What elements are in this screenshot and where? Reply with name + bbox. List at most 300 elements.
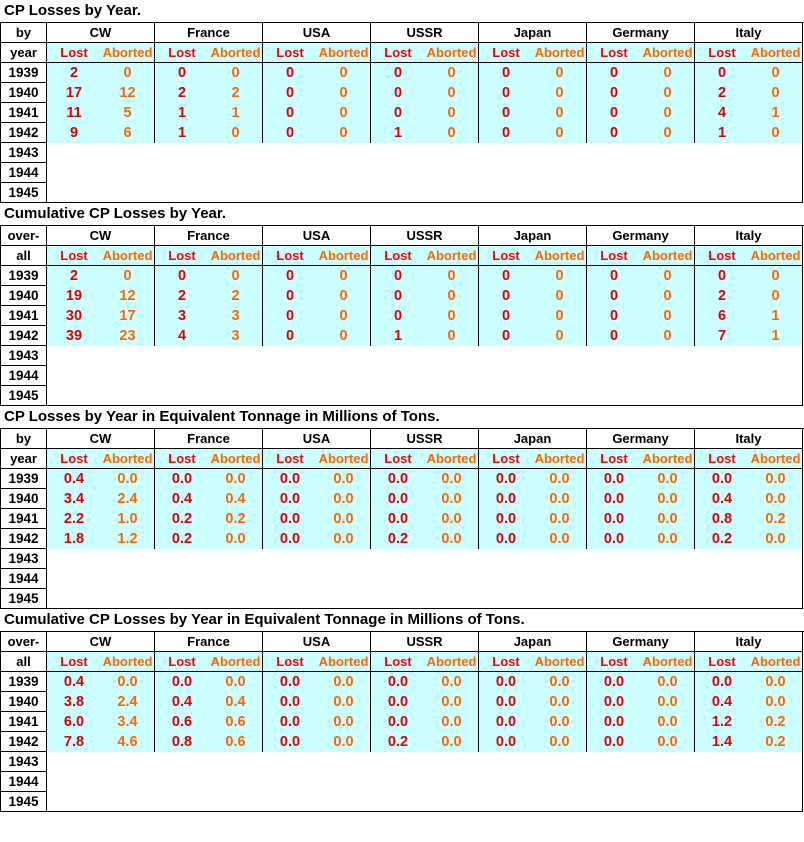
aborted-value: 12 [101,286,155,306]
aborted-value: 0 [533,103,587,123]
lost-value: 0 [155,63,209,83]
aborted-value: 0 [317,286,371,306]
table-section [0,609,804,812]
aborted-value: 0.2 [749,732,803,752]
year-label: 1942 [1,529,47,549]
lost-value: 0 [587,103,641,123]
corner-label: all [1,652,47,672]
lost-value: 0.0 [695,672,749,692]
lost-header: Lost [587,449,641,469]
country-header: USA [263,23,371,43]
aborted-header: Aborted [641,43,695,63]
aborted-value: 0 [209,123,263,143]
aborted-header: Aborted [317,449,371,469]
lost-value: 0.0 [479,529,533,549]
aborted-value: 0 [533,326,587,346]
empty-row [47,183,803,203]
corner-label: all [1,246,47,266]
aborted-header: Aborted [209,652,263,672]
lost-value: 0.0 [479,672,533,692]
empty-row [47,163,803,183]
country-header: CW [47,226,155,246]
country-header: Japan [479,23,587,43]
lost-value: 0.0 [587,529,641,549]
lost-value: 6.0 [47,712,101,732]
lost-header: Lost [371,449,425,469]
lost-value: 0.2 [371,529,425,549]
lost-value: 0.0 [263,489,317,509]
lost-header: Lost [155,449,209,469]
aborted-header: Aborted [641,449,695,469]
aborted-value: 0.0 [317,712,371,732]
lost-value: 0.0 [263,712,317,732]
year-label: 1941 [1,509,47,529]
lost-value: 9 [47,123,101,143]
lost-value: 7 [695,326,749,346]
lost-value: 0.8 [155,732,209,752]
lost-value: 0.0 [587,489,641,509]
aborted-value: 0.4 [209,692,263,712]
aborted-value: 0 [641,266,695,286]
year-label: 1940 [1,692,47,712]
country-header: Germany [587,429,695,449]
aborted-value: 0 [425,306,479,326]
aborted-value: 0 [425,103,479,123]
lost-value: 0.0 [695,469,749,489]
country-header: Japan [479,226,587,246]
lost-value: 0.0 [587,692,641,712]
aborted-value: 0 [641,63,695,83]
section-title: Cumulative CP Losses by Year. [4,205,227,222]
aborted-value: 0.6 [209,732,263,752]
lost-value: 0.0 [155,672,209,692]
aborted-value: 0 [425,63,479,83]
aborted-header: Aborted [425,246,479,266]
aborted-value: 0 [317,83,371,103]
corner-label: year [1,449,47,469]
lost-value: 0.4 [695,692,749,712]
aborted-header: Aborted [749,246,803,266]
aborted-header: Aborted [317,246,371,266]
data-table [0,631,804,812]
aborted-value: 0.0 [533,692,587,712]
lost-value: 0 [587,63,641,83]
aborted-value: 4.6 [101,732,155,752]
lost-value: 0.2 [155,509,209,529]
aborted-value: 3 [209,326,263,346]
aborted-value: 0 [101,266,155,286]
year-label: 1944 [1,569,47,589]
lost-value: 17 [47,83,101,103]
lost-value: 0.4 [155,692,209,712]
year-label: 1945 [1,589,47,609]
country-header: USSR [371,226,479,246]
lost-value: 0.0 [479,732,533,752]
lost-value: 0 [263,103,317,123]
aborted-value: 0.0 [317,672,371,692]
lost-value: 0 [587,123,641,143]
lost-value: 0.0 [587,672,641,692]
aborted-header: Aborted [209,246,263,266]
aborted-value: 0.0 [317,469,371,489]
lost-value: 0.8 [695,509,749,529]
lost-header: Lost [587,43,641,63]
aborted-value: 2.4 [101,692,155,712]
lost-value: 0.0 [587,712,641,732]
country-header: Italy [695,226,803,246]
lost-value: 0 [479,123,533,143]
empty-row [47,772,803,792]
aborted-value: 12 [101,83,155,103]
corner-label: over- [1,226,47,246]
country-header: Italy [695,429,803,449]
lost-header: Lost [695,449,749,469]
aborted-header: Aborted [209,449,263,469]
aborted-value: 1 [749,326,803,346]
year-label: 1942 [1,123,47,143]
aborted-header: Aborted [641,246,695,266]
aborted-value: 0.0 [533,732,587,752]
lost-value: 3.4 [47,489,101,509]
country-header: France [155,429,263,449]
year-label: 1940 [1,83,47,103]
lost-value: 0.2 [371,732,425,752]
aborted-value: 0 [317,266,371,286]
lost-value: 1.2 [695,712,749,732]
year-label: 1941 [1,103,47,123]
aborted-header: Aborted [749,652,803,672]
lost-header: Lost [371,246,425,266]
aborted-value: 0.0 [425,469,479,489]
empty-row [47,589,803,609]
aborted-value: 0.0 [425,712,479,732]
year-label: 1939 [1,672,47,692]
aborted-value: 2 [209,83,263,103]
year-label: 1939 [1,266,47,286]
corner-label: by [1,23,47,43]
lost-value: 0.0 [587,732,641,752]
lost-value: 2 [47,63,101,83]
aborted-value: 0 [425,123,479,143]
aborted-value: 0.0 [749,692,803,712]
aborted-value: 0.0 [533,529,587,549]
aborted-value: 0.0 [641,529,695,549]
aborted-value: 0.4 [209,489,263,509]
lost-value: 4 [695,103,749,123]
lost-value: 0 [587,286,641,306]
aborted-value: 2.4 [101,489,155,509]
lost-value: 3.8 [47,692,101,712]
year-label: 1939 [1,63,47,83]
lost-header: Lost [47,652,101,672]
aborted-value: 0 [317,103,371,123]
empty-row [47,366,803,386]
aborted-value: 0 [317,63,371,83]
lost-value: 2 [47,266,101,286]
lost-value: 0.0 [263,509,317,529]
empty-row [47,143,803,163]
country-header: Germany [587,226,695,246]
aborted-value: 0.0 [425,489,479,509]
data-table [0,225,804,406]
aborted-value: 5 [101,103,155,123]
corner-label: over- [1,632,47,652]
empty-row [47,386,803,406]
aborted-value: 6 [101,123,155,143]
lost-value: 0.0 [371,692,425,712]
lost-header: Lost [479,652,533,672]
aborted-header: Aborted [533,652,587,672]
lost-value: 0 [371,286,425,306]
aborted-value: 3 [209,306,263,326]
aborted-value: 0.0 [533,672,587,692]
year-label: 1943 [1,346,47,366]
lost-header: Lost [479,449,533,469]
country-header: Germany [587,632,695,652]
aborted-value: 0.0 [317,732,371,752]
aborted-value: 0.0 [641,509,695,529]
aborted-value: 0.0 [641,489,695,509]
aborted-value: 0 [641,286,695,306]
aborted-value: 0 [209,63,263,83]
lost-value: 0 [479,103,533,123]
aborted-value: 0.0 [641,672,695,692]
lost-value: 2.2 [47,509,101,529]
lost-value: 0 [371,63,425,83]
aborted-value: 1.2 [101,529,155,549]
lost-value: 0.4 [695,489,749,509]
lost-value: 0 [479,286,533,306]
aborted-value: 0 [749,286,803,306]
lost-value: 0 [371,103,425,123]
aborted-header: Aborted [641,652,695,672]
lost-value: 0.0 [155,469,209,489]
aborted-header: Aborted [533,449,587,469]
lost-value: 2 [155,83,209,103]
table-section [0,203,804,406]
aborted-value: 0.0 [209,672,263,692]
lost-header: Lost [263,449,317,469]
lost-value: 0.0 [263,529,317,549]
lost-value: 0.0 [371,489,425,509]
lost-value: 0 [263,123,317,143]
aborted-header: Aborted [317,652,371,672]
aborted-value: 0.0 [749,489,803,509]
year-label: 1940 [1,286,47,306]
lost-header: Lost [155,43,209,63]
lost-value: 0 [155,266,209,286]
lost-value: 0 [263,83,317,103]
lost-value: 0.0 [479,509,533,529]
lost-value: 0 [695,266,749,286]
lost-value: 1 [371,326,425,346]
country-header: France [155,226,263,246]
lost-value: 11 [47,103,101,123]
aborted-value: 0.0 [425,509,479,529]
aborted-value: 0 [749,123,803,143]
aborted-header: Aborted [101,449,155,469]
aborted-header: Aborted [101,652,155,672]
aborted-value: 0.0 [533,489,587,509]
aborted-value: 0.0 [749,672,803,692]
aborted-value: 0.0 [425,672,479,692]
lost-value: 0 [587,83,641,103]
aborted-value: 0 [533,123,587,143]
country-header: France [155,23,263,43]
lost-value: 0.0 [263,692,317,712]
lost-value: 1 [155,103,209,123]
country-header: USSR [371,632,479,652]
aborted-value: 0 [533,286,587,306]
aborted-value: 0 [641,123,695,143]
lost-header: Lost [371,652,425,672]
lost-header: Lost [695,652,749,672]
year-label: 1943 [1,143,47,163]
table-section [0,406,804,609]
aborted-value: 0.2 [209,509,263,529]
lost-header: Lost [479,43,533,63]
year-label: 1945 [1,792,47,812]
aborted-value: 0.2 [749,712,803,732]
aborted-value: 0 [641,103,695,123]
aborted-value: 0 [209,266,263,286]
empty-row [47,792,803,812]
aborted-header: Aborted [101,246,155,266]
year-label: 1939 [1,469,47,489]
lost-header: Lost [587,652,641,672]
aborted-value: 0.0 [101,672,155,692]
aborted-value: 0.0 [317,692,371,712]
aborted-value: 0 [641,83,695,103]
aborted-header: Aborted [533,43,587,63]
year-label: 1940 [1,489,47,509]
lost-value: 0 [479,83,533,103]
year-label: 1942 [1,326,47,346]
lost-value: 0 [587,266,641,286]
lost-value: 7.8 [47,732,101,752]
lost-value: 0.0 [263,672,317,692]
lost-header: Lost [47,449,101,469]
lost-header: Lost [47,246,101,266]
corner-label: by [1,429,47,449]
lost-value: 2 [155,286,209,306]
lost-header: Lost [371,43,425,63]
lost-value: 1.8 [47,529,101,549]
aborted-value: 0.0 [641,692,695,712]
aborted-header: Aborted [533,246,587,266]
lost-value: 0 [371,83,425,103]
aborted-value: 0.0 [425,692,479,712]
lost-value: 0.2 [695,529,749,549]
country-header: Germany [587,23,695,43]
country-header: CW [47,429,155,449]
aborted-value: 0 [749,266,803,286]
lost-header: Lost [695,43,749,63]
lost-header: Lost [263,246,317,266]
aborted-value: 0 [425,266,479,286]
lost-value: 0.2 [155,529,209,549]
aborted-header: Aborted [209,43,263,63]
aborted-value: 0 [317,326,371,346]
lost-value: 0.0 [479,692,533,712]
year-label: 1943 [1,752,47,772]
lost-header: Lost [695,246,749,266]
lost-value: 6 [695,306,749,326]
aborted-value: 0.0 [317,529,371,549]
aborted-header: Aborted [425,43,479,63]
aborted-value: 0 [101,63,155,83]
lost-value: 0.0 [587,469,641,489]
aborted-value: 0.0 [533,509,587,529]
lost-value: 0.0 [587,509,641,529]
lost-value: 2 [695,83,749,103]
year-label: 1941 [1,712,47,732]
aborted-value: 0.0 [641,732,695,752]
lost-value: 39 [47,326,101,346]
aborted-value: 0 [317,123,371,143]
lost-value: 0 [479,266,533,286]
aborted-value: 0 [425,326,479,346]
lost-header: Lost [479,246,533,266]
year-label: 1945 [1,183,47,203]
lost-header: Lost [47,43,101,63]
country-header: Japan [479,429,587,449]
lost-value: 0 [479,326,533,346]
year-label: 1945 [1,386,47,406]
aborted-header: Aborted [749,43,803,63]
lost-header: Lost [155,652,209,672]
lost-value: 0 [263,63,317,83]
aborted-value: 0.2 [749,509,803,529]
lost-value: 0.4 [47,469,101,489]
aborted-header: Aborted [425,449,479,469]
country-header: Italy [695,632,803,652]
lost-header: Lost [587,246,641,266]
aborted-value: 0.0 [425,732,479,752]
lost-value: 1 [371,123,425,143]
country-header: Italy [695,23,803,43]
lost-value: 30 [47,306,101,326]
aborted-header: Aborted [425,652,479,672]
lost-value: 3 [155,306,209,326]
lost-value: 0.0 [479,469,533,489]
year-label: 1944 [1,366,47,386]
aborted-value: 0.0 [641,712,695,732]
lost-value: 0 [263,326,317,346]
aborted-value: 0.0 [533,469,587,489]
aborted-value: 2 [209,286,263,306]
country-header: USSR [371,23,479,43]
lost-value: 0.0 [371,712,425,732]
country-header: USA [263,429,371,449]
data-table [0,428,804,609]
aborted-value: 0 [641,306,695,326]
aborted-value: 0.0 [641,469,695,489]
lost-value: 1 [695,123,749,143]
aborted-value: 0 [533,266,587,286]
lost-value: 0 [587,326,641,346]
lost-value: 0.0 [371,509,425,529]
aborted-value: 0 [533,306,587,326]
aborted-value: 1 [749,103,803,123]
lost-value: 0.0 [479,712,533,732]
aborted-value: 0.6 [209,712,263,732]
country-header: USSR [371,429,479,449]
lost-value: 0 [371,306,425,326]
lost-value: 0.4 [47,672,101,692]
lost-value: 4 [155,326,209,346]
lost-value: 0.0 [479,489,533,509]
